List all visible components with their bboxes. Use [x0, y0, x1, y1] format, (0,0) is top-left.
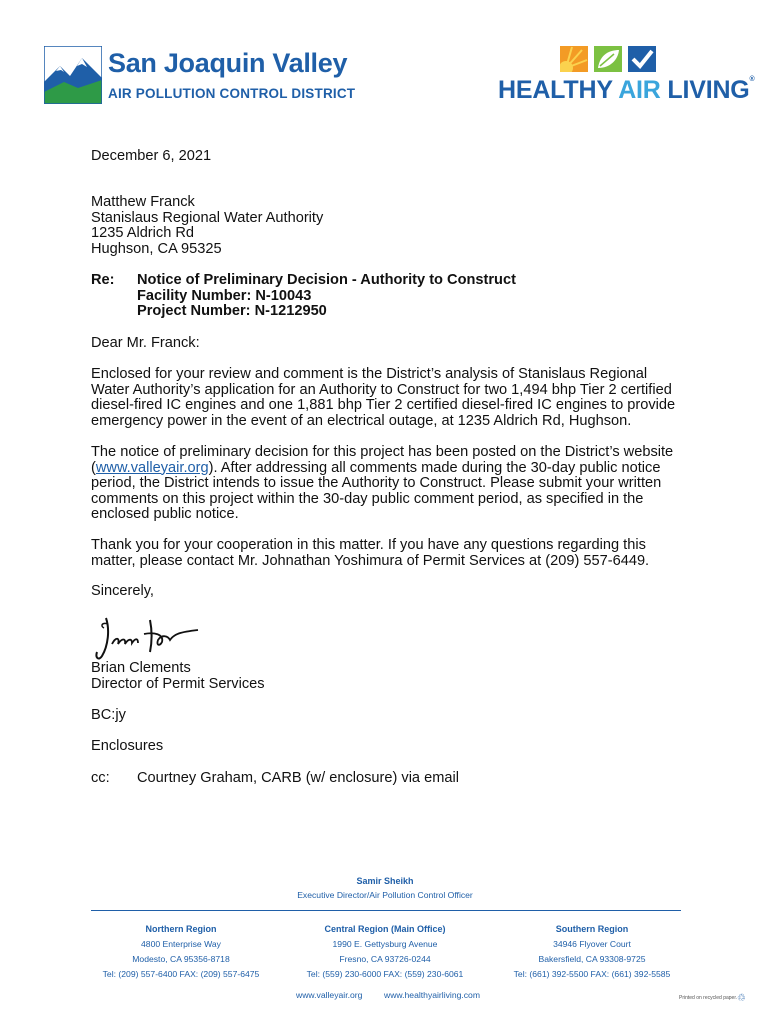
letter-date: December 6, 2021: [91, 148, 212, 164]
re-facility: Facility Number: N-10043: [137, 287, 312, 304]
re-label: Re:: [91, 272, 115, 288]
paragraph-3: [91, 538, 691, 569]
paragraph-line: The notice of preliminary decision for this project has been posted on the District’s website: [91, 444, 674, 460]
recipient-city: Hughson, CA 95325: [91, 240, 222, 257]
recipient-name: Matthew Franck: [91, 194, 195, 210]
paragraph-line: Thank you for your cooperation in this matter. If you have any questions regarding this: [91, 537, 646, 553]
typist-initials: BC:jy: [91, 707, 126, 723]
region-phone: Tel: (209) 557-6400 FAX: (209) 557-6475: [102, 969, 260, 979]
recipient-org: Stanislaus Regional Water Authority: [91, 209, 324, 226]
paragraph-line-rest: ). After addressing all comments made during the 30-day public notice: [208, 459, 661, 476]
cc-label: cc:: [91, 770, 110, 786]
region-name: Southern Region: [555, 924, 629, 934]
paragraph-line: [91, 461, 691, 477]
paragraph-line: comments on this project within the 30-day public comment period, as specified in the: [91, 490, 644, 507]
region-phone: Tel: (559) 230-6000 FAX: (559) 230-6061: [306, 969, 464, 979]
enclosures-note: Enclosures: [91, 738, 164, 754]
region-city: Bakersfield, CA 93308-9725: [538, 954, 646, 964]
sjv-apcd-logo: [44, 44, 356, 106]
leaf-icon: [594, 46, 622, 72]
salutation: Dear Mr. Franck:: [91, 335, 200, 351]
printed-on-recycled-note: Printed on recycled paper.: [679, 995, 738, 1001]
footer-divider: [91, 910, 681, 911]
trademark-symbol: ®: [749, 76, 755, 83]
re-subject: Notice of Preliminary Decision - Authority to Construct: [137, 272, 516, 288]
recycle-icon: ♲: [737, 993, 746, 1004]
paragraph-2: [91, 445, 691, 523]
region-street: 4800 Enterprise Way: [141, 939, 221, 949]
region-city: Fresno, CA 93726-0244: [339, 954, 431, 964]
hal-living: LIVING: [667, 76, 750, 104]
region-street: 34946 Flyover Court: [553, 939, 631, 949]
paragraph-line: emergency power in the event of an electrical outage, at 1235 Aldrich Rd, Hughson.: [91, 412, 632, 429]
hal-air: AIR: [618, 76, 661, 104]
mountain-logo-icon: [44, 46, 102, 104]
paragraph-line: matter, please contact Mr. Johnathan Yoshimura of Permit Services at (209) 557-6449.: [91, 552, 650, 569]
sun-icon: [560, 46, 588, 72]
valleyair-link[interactable]: www.valleyair.org: [95, 459, 209, 476]
paragraph-line: Enclosed for your review and comment is the District’s analysis of Stanislaus Regional: [91, 366, 648, 382]
signer-title: Director of Permit Services: [91, 675, 265, 692]
paragraph-line: diesel-fired IC engines and one 1,881 bhp Tier 2 certified diesel-fired IC engines to provide: [91, 397, 676, 414]
handwritten-signature: [92, 612, 202, 664]
signer-name: Brian Clements: [91, 660, 191, 676]
region-central: [285, 922, 485, 982]
re-project: Project Number: N-1212950: [137, 303, 327, 320]
sjv-logo-subtitle: AIR POLLUTION CONTROL DISTRICT: [108, 86, 356, 101]
sjv-logo-name: San Joaquin Valley: [108, 48, 348, 78]
check-icon: [628, 46, 656, 72]
region-name: Northern Region: [145, 924, 217, 934]
cc-recipient: Courtney Graham, CARB (w/ enclosure) via email: [137, 770, 459, 786]
open-paren: (: [91, 459, 96, 476]
region-northern: [81, 922, 281, 982]
recipient-address: [91, 195, 323, 257]
hal-logo-text: [498, 76, 755, 105]
region-southern: [492, 922, 692, 982]
hal-healthy: HEALTHY: [498, 76, 613, 104]
paragraph-line: enclosed public notice.: [91, 506, 239, 523]
website-healthyairliving[interactable]: www.healthyairliving.com: [384, 990, 480, 1000]
executive-title: Executive Director/Air Pollution Control Officer: [297, 890, 473, 900]
recipient-street: 1235 Aldrich Rd: [91, 225, 195, 242]
paragraph-line: Water Authority’s application for an Authority to Construct for two 1,494 bhp Tier 2 certified: [91, 381, 672, 398]
region-street: 1990 E. Gettysburg Avenue: [332, 939, 438, 949]
region-name: Central Region (Main Office): [324, 924, 446, 934]
healthy-air-living-logo: [498, 46, 755, 106]
region-phone: Tel: (661) 392-5500 FAX: (661) 392-5585: [513, 969, 671, 979]
re-subject-block: [137, 273, 516, 320]
executive-name: Samir Sheikh: [356, 876, 414, 886]
closing: Sincerely,: [91, 583, 154, 599]
website-valleyair[interactable]: www.valleyair.org: [296, 990, 363, 1000]
region-city: Modesto, CA 95356-8718: [132, 954, 230, 964]
signer-block: [91, 661, 265, 692]
paragraph-line: period, the District intends to issue the Authority to Construct. Please submit your written: [91, 475, 662, 492]
paragraph-1: [91, 367, 691, 429]
